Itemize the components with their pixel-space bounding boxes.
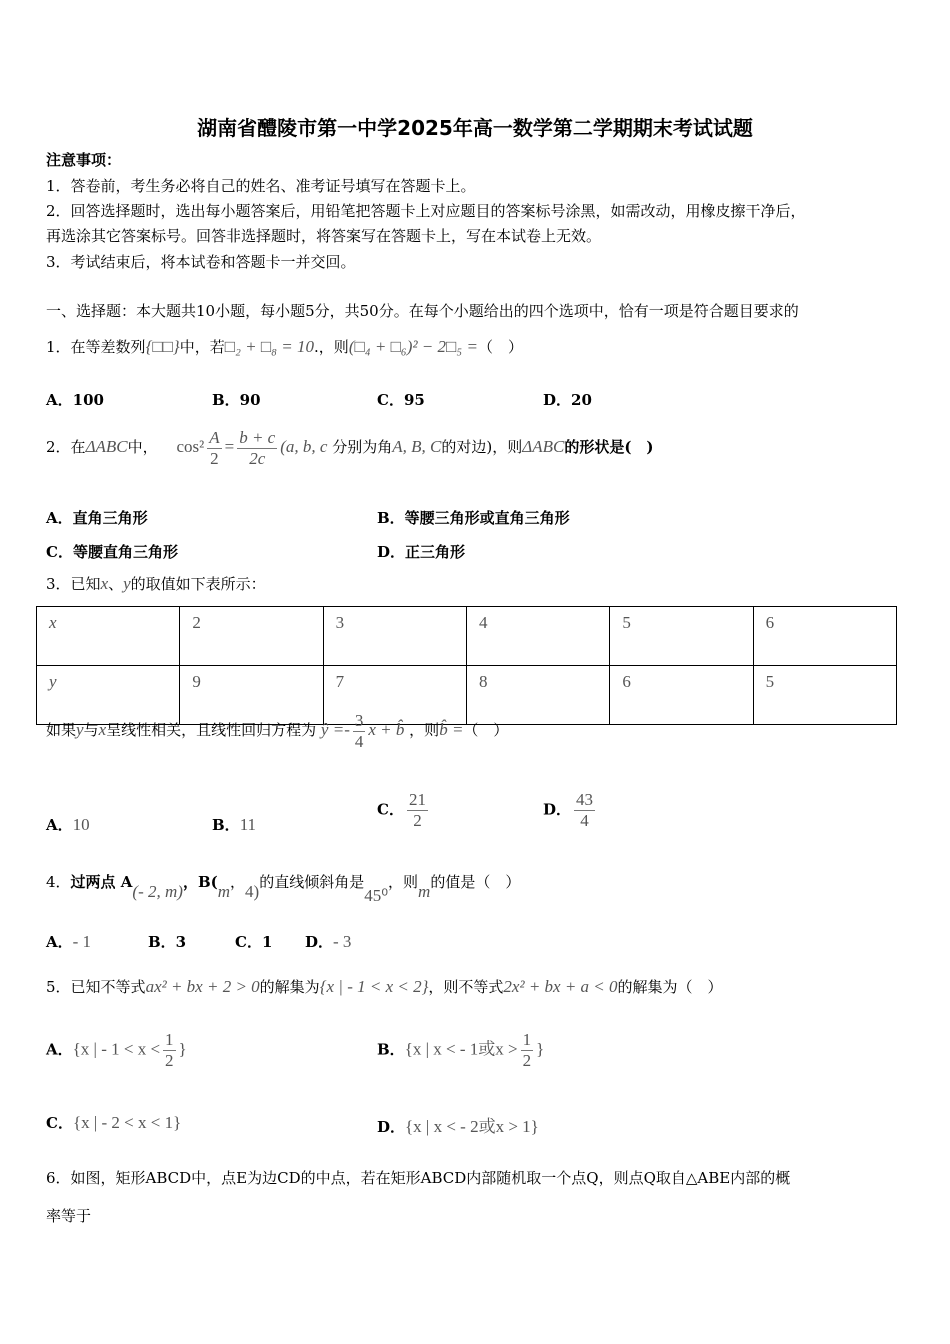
option-label: D． xyxy=(377,1118,406,1136)
option-d[interactable]: D．20 xyxy=(543,391,592,409)
fraction xyxy=(407,790,428,831)
question-1 xyxy=(46,337,523,357)
math: {x | - 1 < x < 2} xyxy=(319,977,429,996)
option-value: 11 xyxy=(239,815,257,834)
option-d[interactable]: D．正三角形 xyxy=(377,543,466,561)
q-text: ， xyxy=(230,873,246,891)
fraction xyxy=(521,1030,534,1071)
option-label: B． xyxy=(377,1040,405,1059)
q-text: 如果 xyxy=(46,721,77,739)
q-text: ，则 xyxy=(388,873,419,891)
denominator: 2 xyxy=(165,1051,174,1070)
q-text: 已知 xyxy=(70,575,101,593)
set-expr: {x | x < - 2或x > 1} xyxy=(405,1117,539,1136)
option-d[interactable] xyxy=(305,931,351,952)
option-b[interactable] xyxy=(377,1030,544,1071)
fraction xyxy=(207,428,221,469)
set-expr: } xyxy=(178,1039,187,1059)
q-text: 在等差数列 xyxy=(70,338,146,356)
q-text: 与 xyxy=(83,721,99,739)
table-cell: 6 xyxy=(753,607,896,666)
q-text: 、 xyxy=(108,575,124,593)
q-text: 的对边)，则 xyxy=(441,438,523,456)
q-num: 3． xyxy=(46,575,71,593)
table-cell: 5 xyxy=(610,607,753,666)
math: 2x² + bx + a < 0 xyxy=(503,977,618,996)
option-label: A． xyxy=(46,933,73,951)
option-label: A． xyxy=(46,1040,73,1059)
numerator: 3 xyxy=(354,710,364,730)
q-text: （ ） xyxy=(477,338,523,356)
option-label: D． xyxy=(305,933,334,951)
math: (- 2, m) xyxy=(132,882,183,901)
math: (□₄ + □₆)² − 2□₅ = xyxy=(348,337,478,356)
math: x xyxy=(100,574,109,593)
note-item: 3．考试结束后，将本试卷和答题卡一并交回。 xyxy=(46,253,356,271)
denominator: 4 xyxy=(354,731,364,751)
fraction xyxy=(574,790,595,831)
question-3-regression xyxy=(46,708,508,752)
denominator: 2 xyxy=(413,811,422,830)
option-d[interactable] xyxy=(377,1112,539,1137)
table-cell: 6 xyxy=(610,666,753,725)
math: ŷ =- xyxy=(320,720,350,739)
q-text: .，则 xyxy=(314,338,349,356)
q-text: ，则 xyxy=(409,721,440,739)
math: = xyxy=(224,437,235,456)
math: m xyxy=(418,882,431,901)
q-text: 的直线倾斜角是 xyxy=(259,873,365,891)
option-b[interactable] xyxy=(212,814,256,835)
math: x + b̂ xyxy=(368,720,405,739)
math: (a, b, c xyxy=(280,437,328,456)
set-expr: {x | - 1 < x < xyxy=(72,1039,161,1059)
math: cos² xyxy=(176,437,205,456)
set-expr: } xyxy=(536,1039,545,1059)
question-3 xyxy=(46,574,266,594)
math: ΔABC xyxy=(522,437,565,456)
option-c[interactable]: C．等腰直角三角形 xyxy=(46,543,178,561)
option-a[interactable] xyxy=(46,1030,187,1071)
table-cell: 2 xyxy=(180,607,323,666)
option-a[interactable]: A．直角三角形 xyxy=(46,509,148,527)
table-cell: x xyxy=(37,607,180,666)
q-num: 5． xyxy=(46,978,71,996)
option-label: B． xyxy=(212,816,240,834)
math: □₂ + □₈ = 10 xyxy=(224,337,315,356)
table-cell: 7 xyxy=(323,666,466,725)
math: A, B, C xyxy=(392,437,442,456)
option-b[interactable]: B．3 xyxy=(148,933,187,951)
q-num: 4． xyxy=(46,873,71,891)
table-cell: 3 xyxy=(323,607,466,666)
denominator: 2c xyxy=(249,448,266,468)
denominator: 2 xyxy=(522,1051,532,1070)
q-text: 如图，矩形ABCD中，点E为边CD的中点，若在矩形ABCD内部随机取一个点Q，则点Q取自△ABE内部的概 xyxy=(70,1169,791,1187)
q-text: （ ） xyxy=(463,721,509,739)
q-num: 1． xyxy=(46,338,71,356)
note-item: 1．答卷前，考生务必将自己的姓名、准考证号填写在答题卡上。 xyxy=(46,177,476,195)
q-text: ，B( xyxy=(182,873,218,891)
table-cell: y xyxy=(37,666,180,725)
fraction xyxy=(237,428,277,469)
q-text: 的值是（ ） xyxy=(430,873,521,891)
math: ax² + bx + 2 > 0 xyxy=(145,977,260,996)
numerator: b + c xyxy=(239,427,276,447)
fraction xyxy=(163,1030,176,1071)
option-c[interactable] xyxy=(377,790,431,831)
option-label: C． xyxy=(46,1114,73,1132)
question-5 xyxy=(46,977,723,997)
question-4 xyxy=(46,872,521,905)
q-text: 呈线性相关，且线性回归方程为 xyxy=(106,721,317,739)
option-c[interactable] xyxy=(46,1112,181,1133)
numerator: 21 xyxy=(408,790,426,809)
option-value: - 1 xyxy=(72,932,92,951)
option-c[interactable]: C．1 xyxy=(235,933,273,951)
note-item: 2．回答选择题时，选出每小题答案后，用铅笔把答题卡上对应题目的答案标号涂黑，如需改动，用橡皮擦干净后， xyxy=(46,202,806,220)
set-expr: {x | - 2 < x < 1} xyxy=(72,1113,182,1132)
q-text: 的解集为（ ） xyxy=(617,978,723,996)
q-num: 2． xyxy=(46,438,71,456)
option-value: 10 xyxy=(72,815,90,834)
q-text: 分别为角 xyxy=(332,438,393,456)
notes-heading: 注意事项： xyxy=(46,151,122,169)
option-d[interactable] xyxy=(543,790,598,831)
math: 4) xyxy=(245,882,260,901)
numerator: A xyxy=(209,427,220,447)
math: x xyxy=(98,720,107,739)
math: ΔABC xyxy=(85,437,128,456)
option-a[interactable] xyxy=(46,931,91,952)
note-item: 再选涂其它答案标号。回答非选择题时，将答案写在答题卡上，写在本试卷上无效。 xyxy=(46,227,602,245)
math: m xyxy=(217,882,230,901)
set-expr: {x | x < - 1或x > xyxy=(404,1039,518,1059)
q-text: 在 xyxy=(70,438,86,456)
option-label: A． xyxy=(46,816,73,834)
math: 45⁰ xyxy=(364,886,389,905)
q-text: 的取值如下表所示： xyxy=(130,575,266,593)
math: b̂ = xyxy=(439,720,464,739)
q-text: 的解集为 xyxy=(259,978,320,996)
option-b[interactable]: B．90 xyxy=(212,391,261,409)
option-label: C． xyxy=(377,800,404,819)
q-text: 中， xyxy=(127,438,158,456)
question-6-cont: 率等于 xyxy=(46,1207,92,1225)
question-6 xyxy=(46,1168,790,1188)
numerator: 1 xyxy=(165,1030,174,1049)
math: {□□} xyxy=(145,337,180,356)
numerator: 43 xyxy=(576,790,594,809)
q-text: ，则不等式 xyxy=(428,978,504,996)
table-cell: 4 xyxy=(466,607,609,666)
denominator: 4 xyxy=(580,811,589,830)
q-text: 中，若 xyxy=(179,338,225,356)
option-a[interactable] xyxy=(46,814,90,835)
option-label: D． xyxy=(543,800,572,819)
q-text: 的形状是( ) xyxy=(564,438,654,456)
option-a[interactable]: A．100 xyxy=(46,391,104,409)
question-2 xyxy=(46,425,654,469)
option-value: - 3 xyxy=(333,932,352,951)
table-row xyxy=(37,607,897,666)
q-text: 已知不等式 xyxy=(70,978,146,996)
table-cell: 9 xyxy=(180,666,323,725)
table-cell: 8 xyxy=(466,666,609,725)
q-text: 过两点 A xyxy=(70,873,133,891)
table-cell: 5 xyxy=(753,666,896,725)
numerator: 1 xyxy=(522,1030,532,1049)
page-title: 湖南省醴陵市第一中学2025年高一数学第二学期期末考试试题 xyxy=(197,116,753,140)
q-num: 6． xyxy=(46,1169,71,1187)
section-heading: 一、选择题：本大题共10小题，每小题5分，共50分。在每个小题给出的四个选项中，恰有一项是符合题目要求的 xyxy=(46,302,799,320)
math: y xyxy=(123,574,131,593)
math: y xyxy=(76,720,84,739)
denominator: 2 xyxy=(210,448,219,468)
fraction xyxy=(353,711,366,752)
option-b[interactable]: B．等腰三角形或直角三角形 xyxy=(377,509,570,527)
option-c[interactable]: C．95 xyxy=(377,391,425,409)
